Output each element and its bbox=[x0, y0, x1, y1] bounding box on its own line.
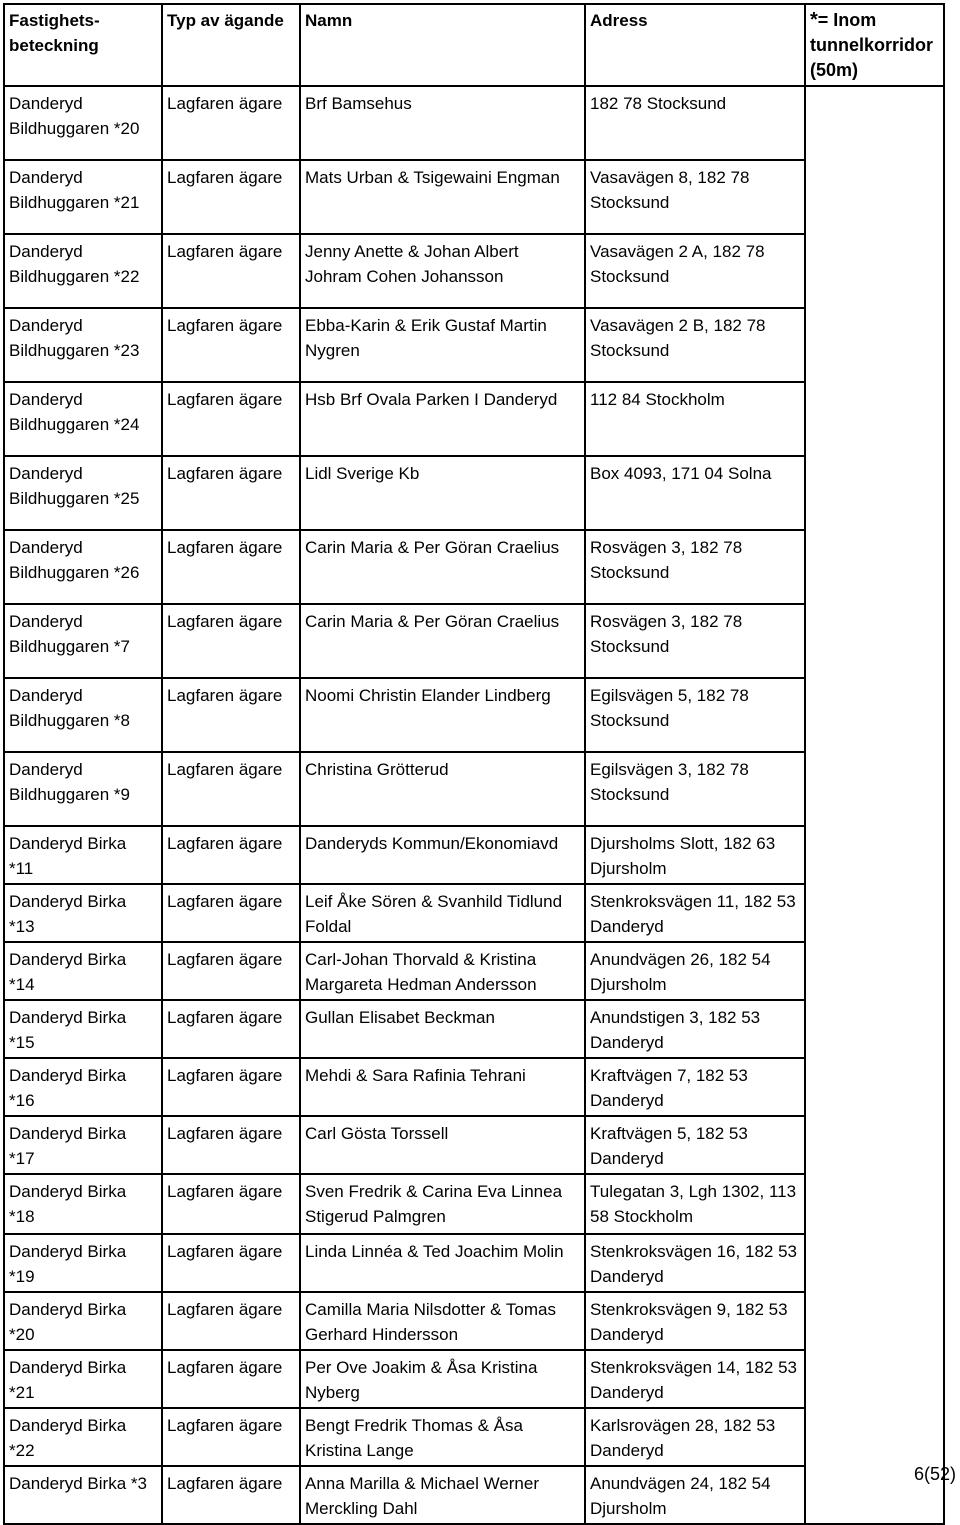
fastighetsbeteckning-cell: Danderyd Bildhuggaren *20 bbox=[4, 86, 162, 160]
agandetyp-cell: Lagfaren ägare bbox=[162, 1408, 300, 1466]
adress-cell: Stenkroksvägen 9, 182 53 Danderyd bbox=[585, 1292, 805, 1350]
adress-cell: Rosvägen 3, 182 78 Stocksund bbox=[585, 530, 805, 604]
fastighetsbeteckning-cell: Danderyd Birka *19 bbox=[4, 1234, 162, 1292]
tunnelkorridor-label: = Inom tunnelkorridor (50m) bbox=[810, 10, 934, 80]
tunnelkorridor-cell bbox=[805, 1000, 944, 1058]
adress-cell: Box 4093, 171 04 Solna bbox=[585, 456, 805, 530]
fastighetsbeteckning-cell: Danderyd Birka *22 bbox=[4, 1408, 162, 1466]
fastighetsbeteckning-cell: Danderyd Birka *18 bbox=[4, 1174, 162, 1234]
adress-cell: Vasavägen 8, 182 78 Stocksund bbox=[585, 160, 805, 234]
fastighetsbeteckning-cell: Danderyd Birka *16 bbox=[4, 1058, 162, 1116]
adress-cell: Egilsvägen 5, 182 78 Stocksund bbox=[585, 678, 805, 752]
adress-cell: Stenkroksvägen 16, 182 53 Danderyd bbox=[585, 1234, 805, 1292]
header-adress: Adress bbox=[585, 4, 805, 86]
namn-cell: Danderyds Kommun/Ekonomiavd bbox=[300, 826, 585, 884]
table-row bbox=[4, 604, 944, 678]
agandetyp-cell: Lagfaren ägare bbox=[162, 1292, 300, 1350]
agandetyp-cell: Lagfaren ägare bbox=[162, 884, 300, 942]
adress-cell: Kraftvägen 5, 182 53 Danderyd bbox=[585, 1116, 805, 1174]
namn-cell: Lidl Sverige Kb bbox=[300, 456, 585, 530]
header-typ-av-agande: Typ av ägande bbox=[162, 4, 300, 86]
adress-cell: Karlsrovägen 28, 182 53 Danderyd bbox=[585, 1408, 805, 1466]
fastighetsbeteckning-cell: Danderyd Birka *13 bbox=[4, 884, 162, 942]
adress-cell: Rosvägen 3, 182 78 Stocksund bbox=[585, 604, 805, 678]
asterisk-marker: * bbox=[810, 9, 818, 31]
page-number: 6(52) bbox=[913, 1464, 956, 1484]
namn-cell: Gullan Elisabet Beckman bbox=[300, 1000, 585, 1058]
adress-cell: Djursholms Slott, 182 63 Djursholm bbox=[585, 826, 805, 884]
agandetyp-cell: Lagfaren ägare bbox=[162, 456, 300, 530]
namn-cell: Carin Maria & Per Göran Craelius bbox=[300, 530, 585, 604]
header-row bbox=[4, 4, 944, 86]
table-row bbox=[4, 1000, 944, 1058]
table-row bbox=[4, 456, 944, 530]
fastighetsbeteckning-cell: Danderyd Bildhuggaren *24 bbox=[4, 382, 162, 456]
table-row bbox=[4, 1350, 944, 1408]
namn-cell: Hsb Brf Ovala Parken I Danderyd bbox=[300, 382, 585, 456]
tunnelkorridor-cell bbox=[805, 678, 944, 752]
table-row bbox=[4, 1116, 944, 1174]
header-tunnelkorridor-note bbox=[805, 4, 944, 86]
adress-cell: Tulegatan 3, Lgh 1302, 113 58 Stockholm bbox=[585, 1174, 805, 1234]
adress-cell: 112 84 Stockholm bbox=[585, 382, 805, 456]
agandetyp-cell: Lagfaren ägare bbox=[162, 826, 300, 884]
fastighetsbeteckning-cell: Danderyd Bildhuggaren *9 bbox=[4, 752, 162, 826]
adress-cell: Vasavägen 2 A, 182 78 Stocksund bbox=[585, 234, 805, 308]
adress-cell: Anundvägen 24, 182 54 Djursholm bbox=[585, 1466, 805, 1524]
tunnelkorridor-cell bbox=[805, 1058, 944, 1116]
agandetyp-cell: Lagfaren ägare bbox=[162, 678, 300, 752]
tunnelkorridor-cell bbox=[805, 160, 944, 234]
table-row bbox=[4, 234, 944, 308]
agandetyp-cell: Lagfaren ägare bbox=[162, 234, 300, 308]
agandetyp-cell: Lagfaren ägare bbox=[162, 382, 300, 456]
table-row bbox=[4, 530, 944, 604]
tunnelkorridor-cell bbox=[805, 604, 944, 678]
table-row bbox=[4, 942, 944, 1000]
tunnelkorridor-cell bbox=[805, 1408, 944, 1466]
namn-cell: Per Ove Joakim & Åsa Kristina Nyberg bbox=[300, 1350, 585, 1408]
namn-cell: Anna Marilla & Michael Werner Merckling Dahl bbox=[300, 1466, 585, 1524]
adress-cell: Anundvägen 26, 182 54 Djursholm bbox=[585, 942, 805, 1000]
tunnelkorridor-cell bbox=[805, 1234, 944, 1292]
fastighetsbeteckning-cell: Danderyd Birka *21 bbox=[4, 1350, 162, 1408]
header-fastighetsbeteckning: Fastighets- beteckning bbox=[4, 4, 162, 86]
namn-cell: Noomi Christin Elander Lindberg bbox=[300, 678, 585, 752]
namn-cell: Carl-Johan Thorvald & Kristina Margareta Hedman Andersson bbox=[300, 942, 585, 1000]
table-row bbox=[4, 884, 944, 942]
agandetyp-cell: Lagfaren ägare bbox=[162, 1000, 300, 1058]
table-row bbox=[4, 1466, 944, 1524]
agandetyp-cell: Lagfaren ägare bbox=[162, 1350, 300, 1408]
agandetyp-cell: Lagfaren ägare bbox=[162, 86, 300, 160]
tunnelkorridor-cell bbox=[805, 884, 944, 942]
fastighetsbeteckning-cell: Danderyd Bildhuggaren *25 bbox=[4, 456, 162, 530]
agandetyp-cell: Lagfaren ägare bbox=[162, 160, 300, 234]
agandetyp-cell: Lagfaren ägare bbox=[162, 308, 300, 382]
fastighetsbeteckning-cell: Danderyd Bildhuggaren *22 bbox=[4, 234, 162, 308]
namn-cell: Jenny Anette & Johan Albert Johram Cohen Johansson bbox=[300, 234, 585, 308]
agandetyp-cell: Lagfaren ägare bbox=[162, 604, 300, 678]
tunnelkorridor-cell bbox=[805, 1116, 944, 1174]
namn-cell: Mats Urban & Tsigewaini Engman bbox=[300, 160, 585, 234]
agandetyp-cell: Lagfaren ägare bbox=[162, 530, 300, 604]
fastighetsbeteckning-cell: Danderyd Bildhuggaren *23 bbox=[4, 308, 162, 382]
table-row bbox=[4, 826, 944, 884]
adress-cell: Anundstigen 3, 182 53 Danderyd bbox=[585, 1000, 805, 1058]
fastighetsbeteckning-cell: Danderyd Birka *14 bbox=[4, 942, 162, 1000]
namn-cell: Camilla Maria Nilsdotter & Tomas Gerhard Hindersson bbox=[300, 1292, 585, 1350]
fastighetsbeteckning-cell: Danderyd Birka *20 bbox=[4, 1292, 162, 1350]
fastighetsbeteckning-cell: Danderyd Birka *17 bbox=[4, 1116, 162, 1174]
header-namn: Namn bbox=[300, 4, 585, 86]
table-row bbox=[4, 160, 944, 234]
namn-cell: Mehdi & Sara Rafinia Tehrani bbox=[300, 1058, 585, 1116]
tunnelkorridor-cell bbox=[805, 1292, 944, 1350]
fastighetsbeteckning-cell: Danderyd Birka *15 bbox=[4, 1000, 162, 1058]
namn-cell: Carin Maria & Per Göran Craelius bbox=[300, 604, 585, 678]
table-row bbox=[4, 1292, 944, 1350]
fastighetsbeteckning-cell: Danderyd Birka *3 bbox=[4, 1466, 162, 1524]
fastighetsbeteckning-cell: Danderyd Bildhuggaren *26 bbox=[4, 530, 162, 604]
owner-table bbox=[3, 3, 945, 1525]
table-row bbox=[4, 308, 944, 382]
namn-cell: Christina Grötterud bbox=[300, 752, 585, 826]
fastighetsbeteckning-cell: Danderyd Bildhuggaren *7 bbox=[4, 604, 162, 678]
namn-cell: Carl Gösta Torssell bbox=[300, 1116, 585, 1174]
tunnelkorridor-cell bbox=[805, 1350, 944, 1408]
table-body bbox=[4, 86, 944, 1524]
tunnelkorridor-cell bbox=[805, 382, 944, 456]
namn-cell: Bengt Fredrik Thomas & Åsa Kristina Lange bbox=[300, 1408, 585, 1466]
adress-cell: Egilsvägen 3, 182 78 Stocksund bbox=[585, 752, 805, 826]
tunnelkorridor-cell bbox=[805, 234, 944, 308]
agandetyp-cell: Lagfaren ägare bbox=[162, 942, 300, 1000]
adress-cell: Stenkroksvägen 14, 182 53 Danderyd bbox=[585, 1350, 805, 1408]
agandetyp-cell: Lagfaren ägare bbox=[162, 1174, 300, 1234]
fastighetsbeteckning-cell: Danderyd Bildhuggaren *21 bbox=[4, 160, 162, 234]
fastighetsbeteckning-cell: Danderyd Bildhuggaren *8 bbox=[4, 678, 162, 752]
tunnelkorridor-cell bbox=[805, 530, 944, 604]
namn-cell: Brf Bamsehus bbox=[300, 86, 585, 160]
adress-cell: Vasavägen 2 B, 182 78 Stocksund bbox=[585, 308, 805, 382]
table-row bbox=[4, 1234, 944, 1292]
agandetyp-cell: Lagfaren ägare bbox=[162, 1234, 300, 1292]
namn-cell: Ebba-Karin & Erik Gustaf Martin Nygren bbox=[300, 308, 585, 382]
adress-cell: 182 78 Stocksund bbox=[585, 86, 805, 160]
namn-cell: Leif Åke Sören & Svanhild Tidlund Foldal bbox=[300, 884, 585, 942]
agandetyp-cell: Lagfaren ägare bbox=[162, 1466, 300, 1524]
tunnelkorridor-cell bbox=[805, 752, 944, 826]
fastighetsbeteckning-cell: Danderyd Birka *11 bbox=[4, 826, 162, 884]
table-row bbox=[4, 1174, 944, 1234]
table-row bbox=[4, 1058, 944, 1116]
adress-cell: Stenkroksvägen 11, 182 53 Danderyd bbox=[585, 884, 805, 942]
agandetyp-cell: Lagfaren ägare bbox=[162, 1058, 300, 1116]
adress-cell: Kraftvägen 7, 182 53 Danderyd bbox=[585, 1058, 805, 1116]
tunnelkorridor-cell bbox=[805, 826, 944, 884]
table-row bbox=[4, 1408, 944, 1466]
table-row bbox=[4, 752, 944, 826]
namn-cell: Linda Linnéa & Ted Joachim Molin bbox=[300, 1234, 585, 1292]
tunnelkorridor-cell bbox=[805, 942, 944, 1000]
table-row bbox=[4, 86, 944, 160]
table-row bbox=[4, 382, 944, 456]
tunnelkorridor-cell bbox=[805, 86, 944, 160]
table-row bbox=[4, 678, 944, 752]
agandetyp-cell: Lagfaren ägare bbox=[162, 752, 300, 826]
tunnelkorridor-cell bbox=[805, 308, 944, 382]
namn-cell: Sven Fredrik & Carina Eva Linnea Stigerud Palmgren bbox=[300, 1174, 585, 1234]
tunnelkorridor-cell bbox=[805, 1174, 944, 1234]
agandetyp-cell: Lagfaren ägare bbox=[162, 1116, 300, 1174]
tunnelkorridor-cell bbox=[805, 456, 944, 530]
